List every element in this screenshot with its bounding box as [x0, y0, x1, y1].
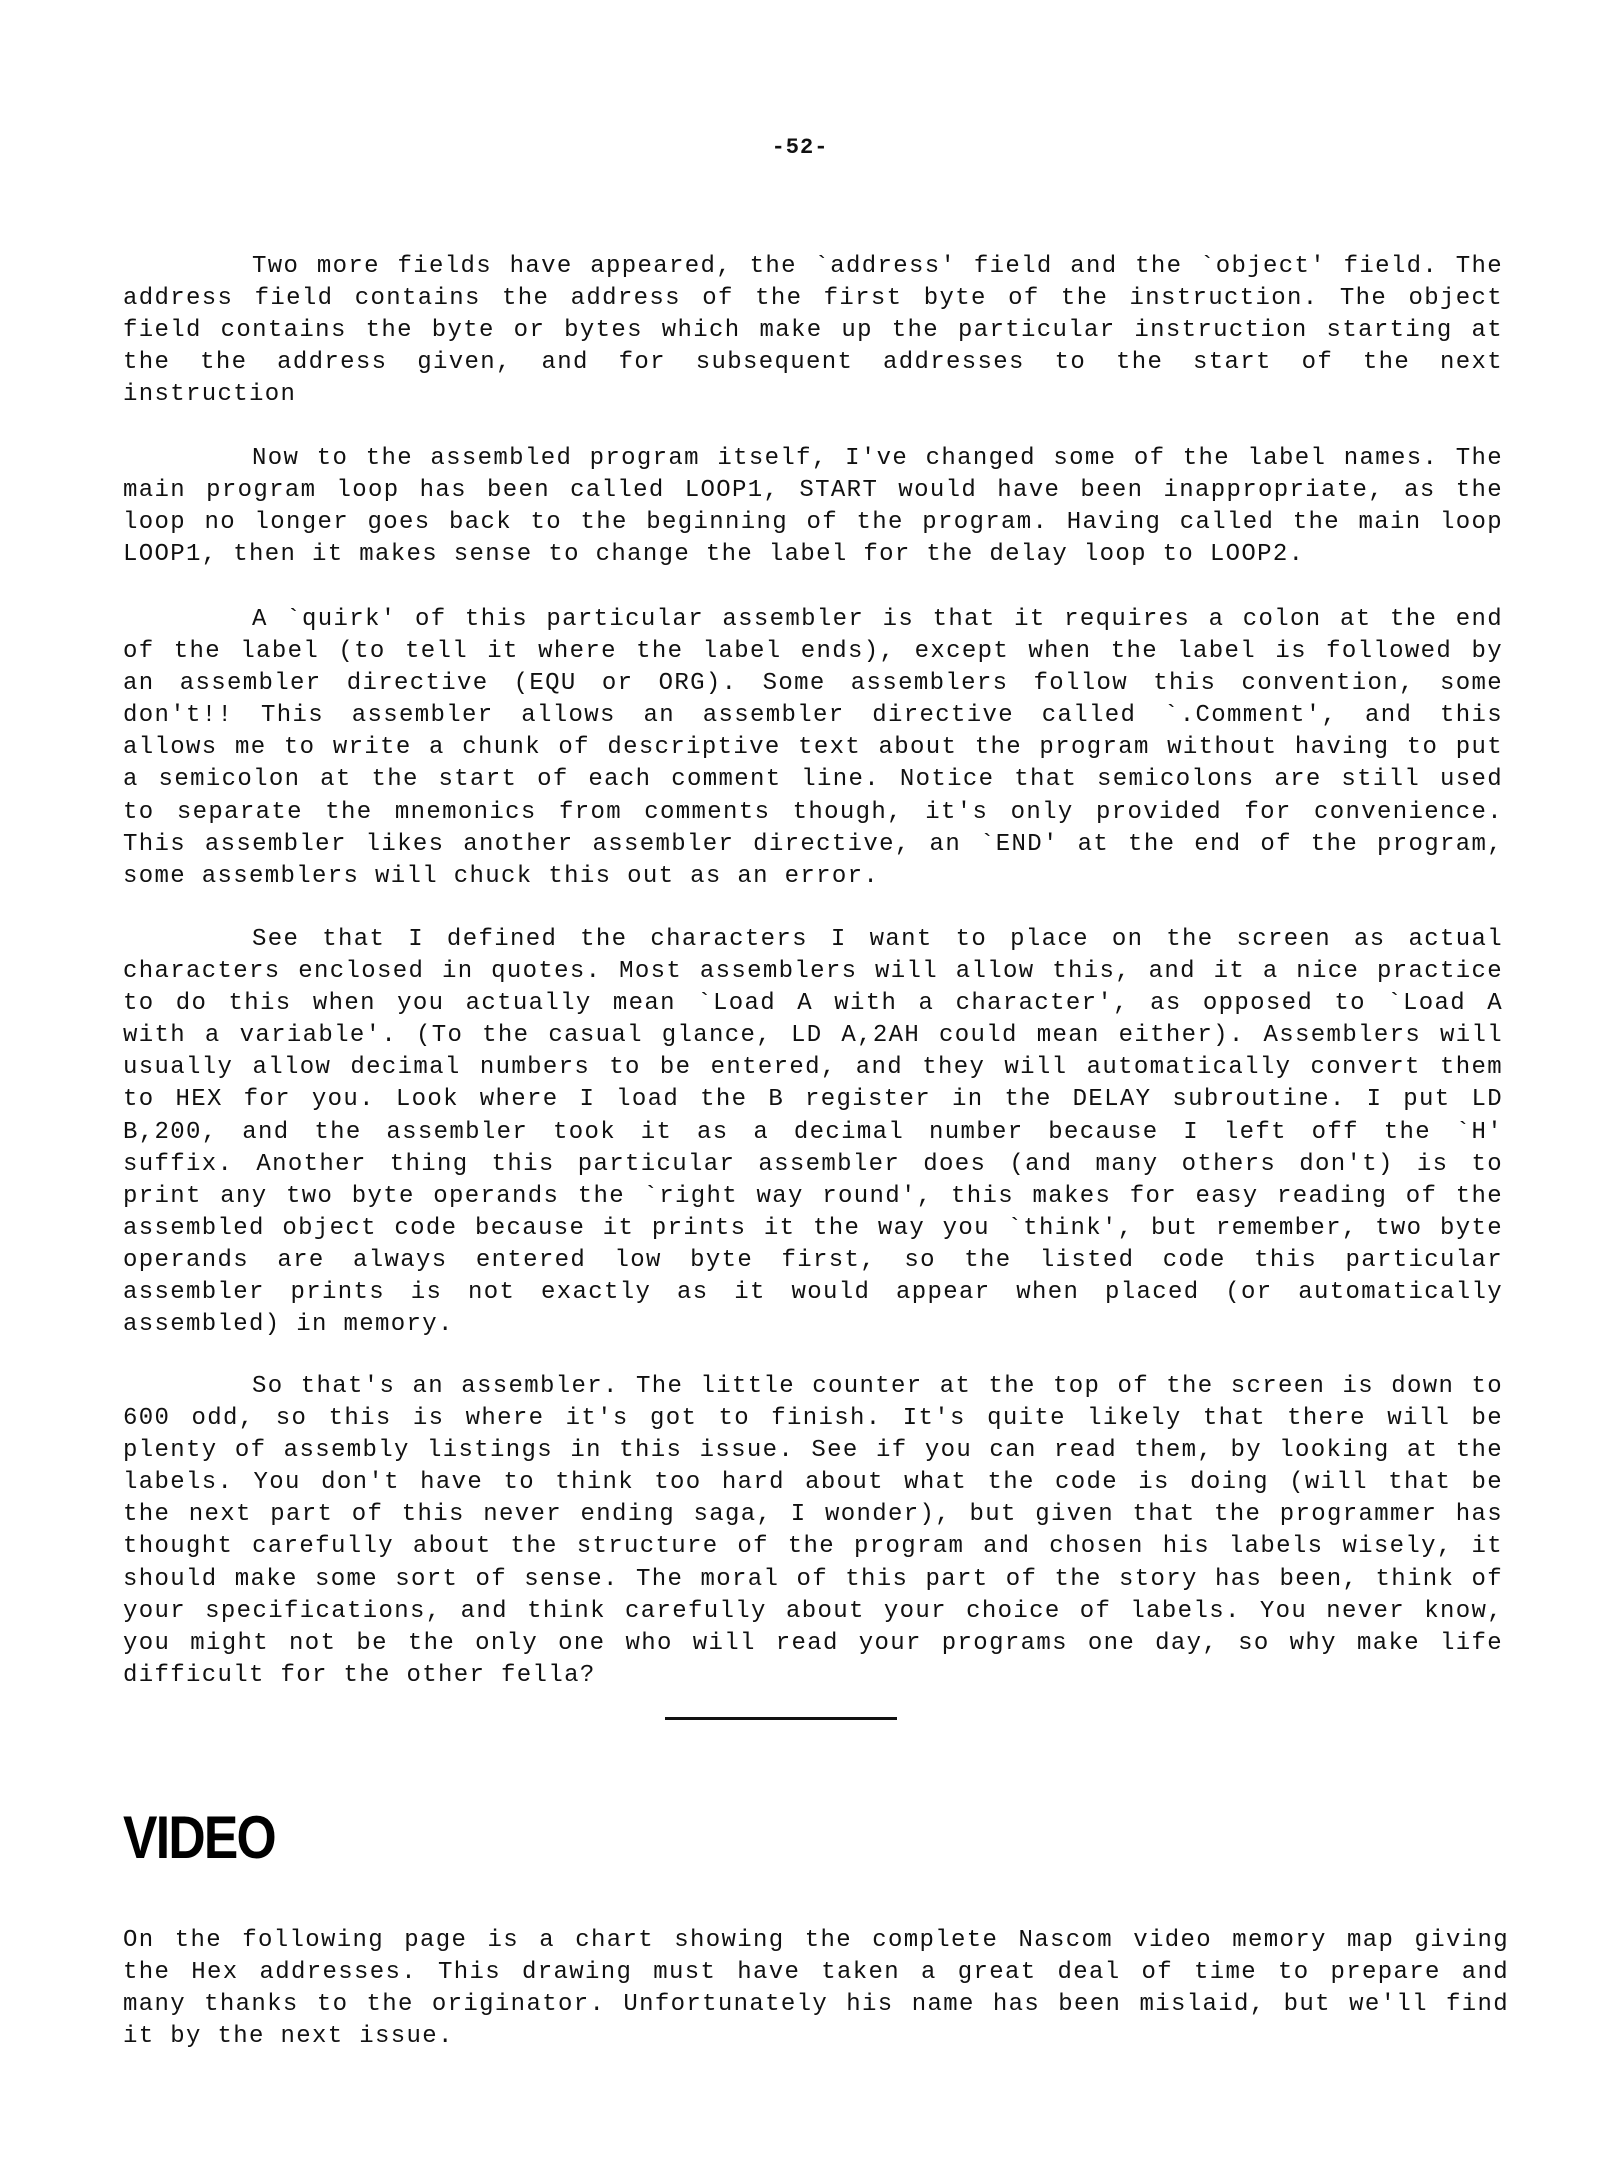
text-line: Two more fields have appeared, the `address' field and the `object' field. The [252, 253, 1503, 280]
paragraph-characters-in-quotes [123, 924, 1503, 1341]
text-line: it by the next issue. [123, 2023, 454, 2051]
text-line: allows me to write a chunk of descriptive text about the program without having to put [123, 734, 1503, 762]
text-line: a semicolon at the start of each comment line. Notice that semicolons are still used [123, 766, 1503, 794]
text-line: some assemblers will chuck this out as an error. [123, 862, 880, 890]
text-line: labels. You don't have to think too hard about what the code is doing (will that be [123, 1469, 1503, 1497]
text-line: assembled object code because it prints it the way you `think', but remember, two byte [123, 1214, 1503, 1242]
page-number: -52- [771, 135, 829, 160]
text-line: Now to the assembled program itself, I've changed some of the label names. The [252, 445, 1503, 472]
text-line: your specifications, and think carefully about your choice of labels. You never know, [123, 1597, 1503, 1625]
paragraph-conclusion [123, 1371, 1503, 1692]
paragraph-video-memory-map [123, 1925, 1509, 2053]
text-line: operands are always entered low byte first, so the listed code this particular [123, 1246, 1503, 1274]
text-line: suffix. Another thing this particular assembler does (and many others don't) is to [123, 1150, 1503, 1178]
text-line: instruction [123, 381, 297, 409]
paragraph-label-names [123, 443, 1503, 571]
text-line: should make some sort of sense. The moral of this part of the story has been, think of [123, 1565, 1503, 1593]
section-divider [665, 1717, 897, 1720]
text-line: So that's an assembler. The little counter at the top of the screen is down to [252, 1373, 1503, 1400]
text-line: On the following page is a chart showing the complete Nascom video memory map giving [123, 1927, 1509, 1954]
text-line: assembler prints is not exactly as it would appear when placed (or automatically [123, 1279, 1503, 1307]
text-line: the next part of this never ending saga, I wonder), but given that the programmer has [123, 1501, 1503, 1529]
text-line: A `quirk' of this particular assembler is that it requires a colon at the end [252, 606, 1503, 633]
text-line: characters enclosed in quotes. Most assemblers will allow this, and it a nice practice [123, 958, 1503, 986]
text-line: to do this when you actually mean `Load A with a character', as opposed to `Load A [123, 990, 1503, 1018]
text-line: to HEX for you. Look where I load the B register in the DELAY subroutine. I put LD [123, 1086, 1503, 1114]
section-heading-video: VIDEO [123, 1804, 275, 1871]
text-line: don't!! This assembler allows an assembler directive called `.Comment', and this [123, 702, 1503, 730]
text-line: print any two byte operands the `right way round', this makes for easy reading of the [123, 1182, 1503, 1210]
text-line: loop no longer goes back to the beginning of the program. Having called the main loop [123, 509, 1503, 537]
text-line: you might not be the only one who will read your programs one day, so why make life [123, 1629, 1503, 1657]
paragraph-address-object-fields [123, 251, 1503, 411]
text-line: of the label (to tell it where the label ends), except when the label is followed by [123, 638, 1503, 666]
text-line: This assembler likes another assembler directive, an `END' at the end of the program, [123, 830, 1503, 858]
text-line: plenty of assembly listings in this issue. See if you can read them, by looking at the [123, 1437, 1503, 1465]
text-line: field contains the byte or bytes which make up the particular instruction starting at [123, 317, 1503, 345]
text-line: thought carefully about the structure of the program and chosen his labels wisely, it [123, 1533, 1503, 1561]
text-line: assembled) in memory. [123, 1311, 454, 1339]
text-line: an assembler directive (EQU or ORG). Some assemblers follow this convention, some [123, 670, 1503, 698]
text-line: the Hex addresses. This drawing must have taken a great deal of time to prepare and [123, 1959, 1509, 1987]
text-line: difficult for the other fella? [123, 1661, 596, 1689]
text-line: main program loop has been called LOOP1, START would have been inappropriate, as the [123, 477, 1503, 505]
text-line: See that I defined the characters I want to place on the screen as actual [252, 926, 1503, 953]
text-line: usually allow decimal numbers to be entered, and they will automatically convert them [123, 1054, 1503, 1082]
text-line: with a variable'. (To the casual glance, LD A,2AH could mean either). Assemblers will [123, 1022, 1503, 1050]
text-line: many thanks to the originator. Unfortunately his name has been mislaid, but we'll find [123, 1991, 1509, 2019]
text-line: the the address given, and for subsequent addresses to the start of the next [123, 349, 1503, 377]
text-line: B,200, and the assembler took it as a decimal number because I left off the `H' [123, 1118, 1503, 1146]
text-line: to separate the mnemonics from comments though, it's only provided for convenience. [123, 798, 1503, 826]
paragraph-assembler-quirk [123, 604, 1503, 893]
text-line: LOOP1, then it makes sense to change the label for the delay loop to LOOP2. [123, 541, 1305, 569]
text-line: 600 odd, so this is where it's got to finish. It's quite likely that there will be [123, 1405, 1503, 1433]
text-line: address field contains the address of the first byte of the instruction. The object [123, 285, 1503, 313]
